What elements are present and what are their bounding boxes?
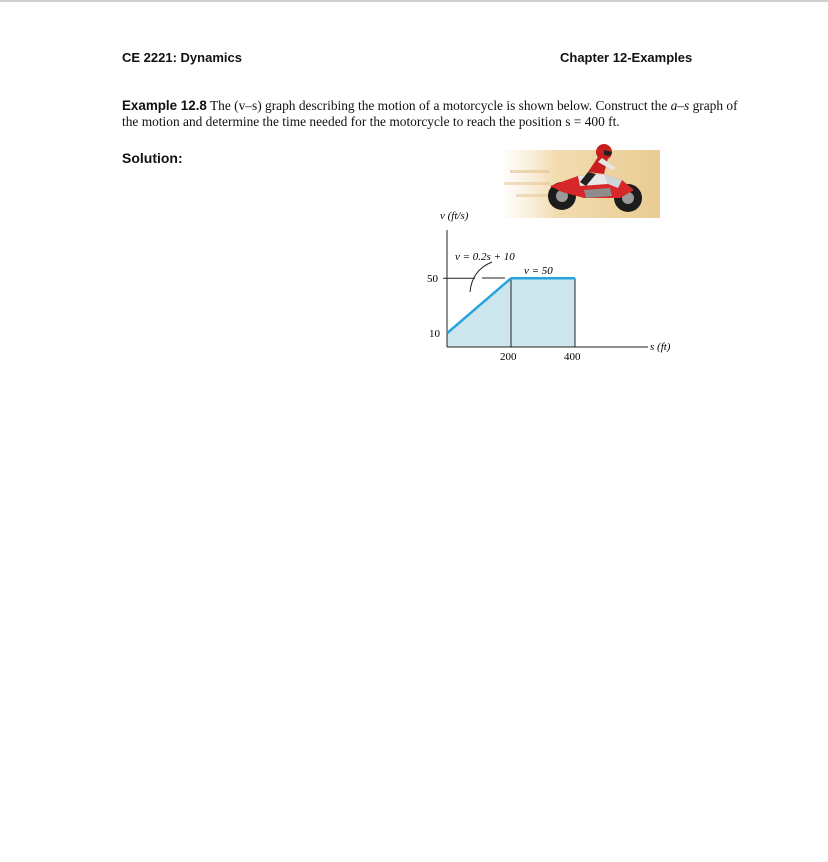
annotation-leader <box>470 262 492 292</box>
problem-text-2: graph of the motion and determine the time needed for the motorcycle to reach the position s = 400 ft. <box>122 98 738 129</box>
x-tick-200: 200 <box>500 351 517 363</box>
chapter-title: Chapter 12-Examples <box>560 50 693 65</box>
course-title: CE 2221: Dynamics <box>122 50 242 65</box>
x-tick-400: 400 <box>564 351 581 363</box>
problem-italic-term: a–s <box>670 98 690 113</box>
problem-text-1: The (v–s) graph describing the motion of a motorcycle is shown below. Construct the <box>206 98 671 113</box>
v-s-graph <box>420 200 700 380</box>
top-border <box>0 0 828 2</box>
solution-label: Solution: <box>122 150 183 166</box>
annotation-constant: v = 50 <box>524 265 553 277</box>
y-tick-10: 10 <box>429 328 440 340</box>
example-label: Example 12.8 <box>122 98 207 113</box>
problem-statement <box>122 98 740 130</box>
x-axis-label: s (ft) <box>650 341 671 353</box>
y-tick-50: 50 <box>427 273 438 285</box>
y-axis-label: v (ft/s) <box>440 210 469 222</box>
annotation-ramp: v = 0.2s + 10 <box>455 251 515 263</box>
